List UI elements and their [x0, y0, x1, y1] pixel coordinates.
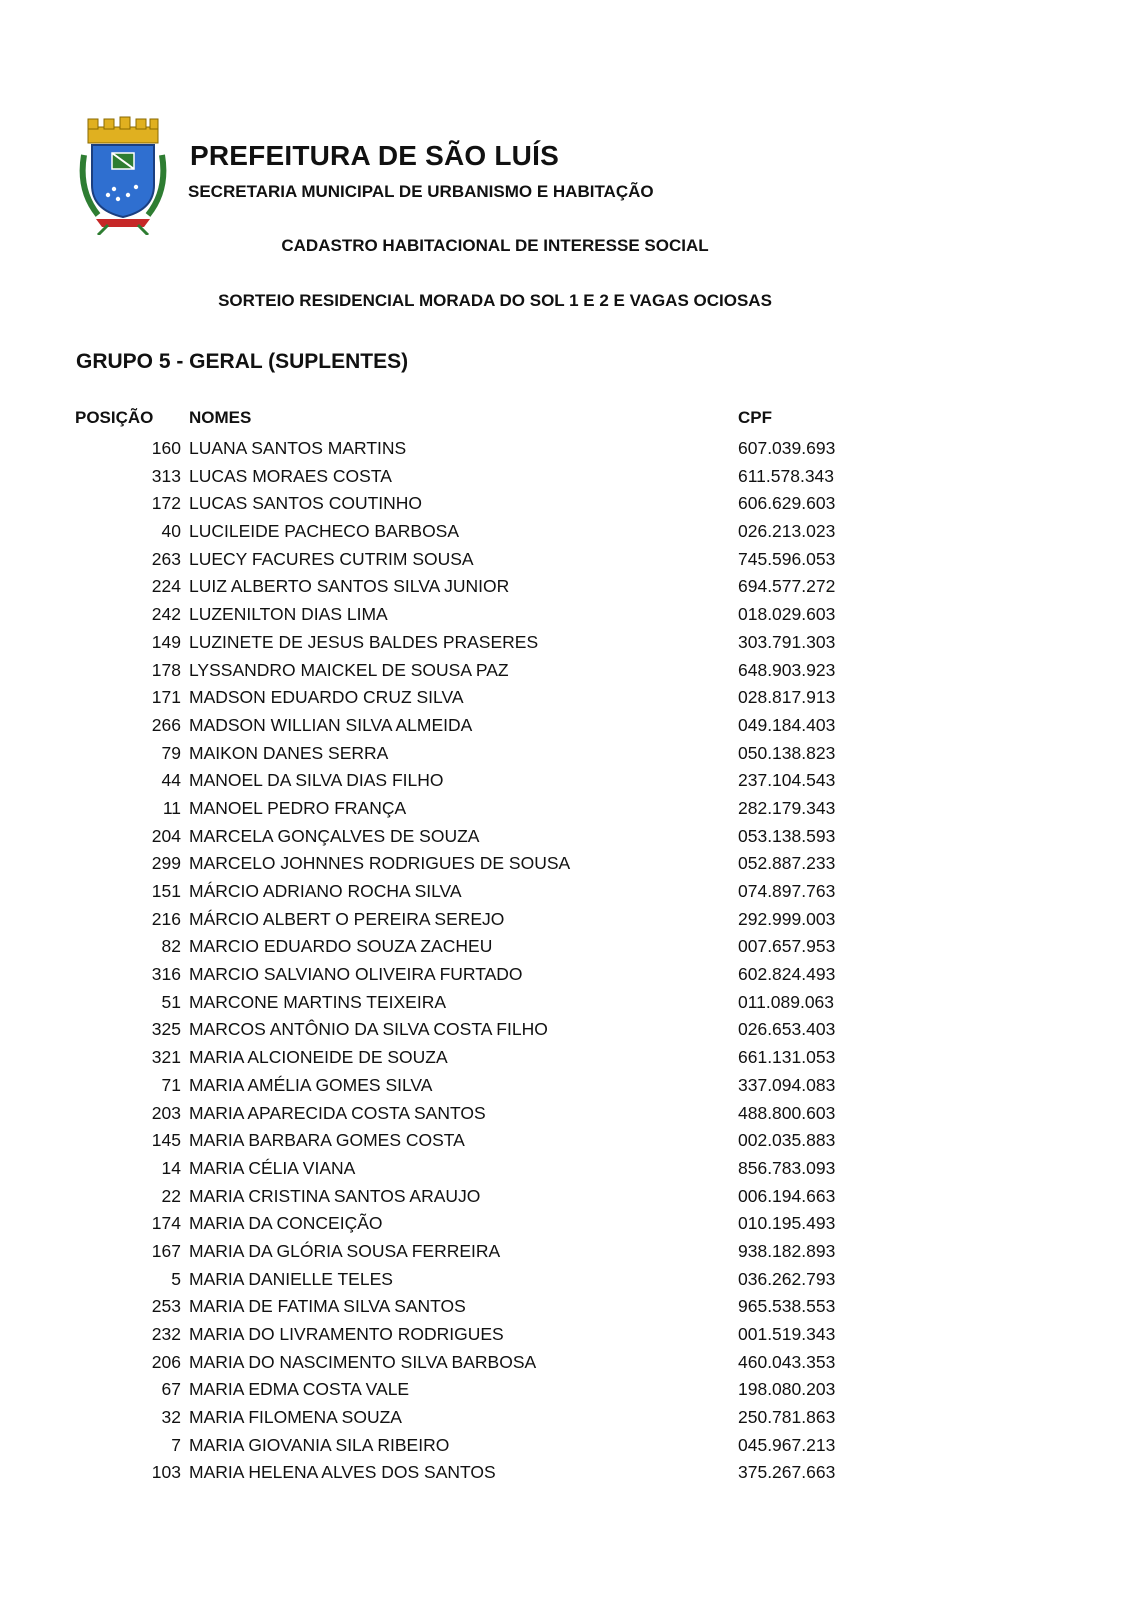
- row-position: 232: [151, 1324, 181, 1344]
- row-position: 178: [151, 659, 181, 680]
- document-title: CADASTRO HABITACIONAL DE INTERESSE SOCIAL: [281, 236, 709, 255]
- row-position: 316: [151, 964, 181, 985]
- row-cpf: 292.999.003: [738, 908, 836, 929]
- row-name: MARIA APARECIDA COSTA SANTOS: [189, 1102, 486, 1123]
- row-cpf: 018.029.603: [738, 604, 836, 625]
- row-position: 299: [151, 853, 181, 874]
- row-cpf: 606.629.603: [738, 493, 836, 514]
- organization-title: PREFEITURA DE SÃO LUÍS: [190, 140, 559, 171]
- row-cpf: 602.824.493: [738, 964, 836, 985]
- row-cpf: 026.653.403: [738, 1019, 836, 1040]
- row-position: 167: [151, 1240, 181, 1261]
- row-name: LUIZ ALBERTO SANTOS SILVA JUNIOR: [189, 576, 510, 597]
- column-header-cpf: CPF: [738, 408, 772, 427]
- row-position: 79: [161, 742, 181, 763]
- row-position: 325: [151, 1019, 181, 1040]
- row-position: 32: [161, 1407, 181, 1428]
- table-row: [0, 1100, 1131, 1128]
- row-name: MAIKON DANES SERRA: [189, 742, 389, 763]
- table-row: [0, 823, 1131, 851]
- table-row: [0, 1238, 1131, 1266]
- row-name: LUCAS MORAES COSTA: [189, 465, 392, 486]
- city-crest-logo: [78, 115, 168, 235]
- row-name: MARCIO EDUARDO SOUZA ZACHEU: [189, 936, 493, 957]
- row-name: MARIA CRISTINA SANTOS ARAUJO: [189, 1185, 481, 1206]
- row-name: MARIA DA CONCEIÇÃO: [189, 1213, 383, 1234]
- row-position: 321: [151, 1047, 181, 1068]
- row-name: MARIA GIOVANIA SILA RIBEIRO: [189, 1434, 450, 1455]
- row-position: 266: [151, 714, 181, 735]
- row-cpf: 694.577.272: [738, 576, 836, 597]
- row-name: MADSON WILLIAN SILVA ALMEIDA: [189, 714, 473, 735]
- row-position: 5: [171, 1268, 181, 1289]
- row-cpf: 250.781.863: [738, 1407, 836, 1428]
- row-position: 11: [162, 797, 181, 818]
- row-position: 149: [151, 631, 181, 652]
- row-name: MARIA DE FATIMA SILVA SANTOS: [189, 1296, 466, 1317]
- row-cpf: 648.903.923: [738, 659, 836, 680]
- row-position: 145: [151, 1130, 181, 1151]
- table-row: [0, 518, 1131, 546]
- row-cpf: 011.089.063: [738, 991, 835, 1012]
- row-position: 204: [151, 825, 181, 846]
- row-position: 171: [151, 687, 181, 708]
- row-position: 67: [161, 1379, 181, 1400]
- table-row: [0, 1349, 1131, 1377]
- table-row: [0, 684, 1131, 712]
- row-position: 174: [151, 1213, 181, 1234]
- row-position: 242: [151, 604, 181, 625]
- row-position: 14: [161, 1157, 181, 1178]
- organization-subtitle: SECRETARIA MUNICIPAL DE URBANISMO E HABITAÇÃO: [188, 182, 654, 201]
- table-row: [0, 490, 1131, 518]
- row-position: 103: [151, 1462, 181, 1483]
- row-cpf: 282.179.343: [738, 797, 836, 818]
- row-name: MARIA FILOMENA SOUZA: [189, 1407, 402, 1428]
- table-row: [0, 740, 1131, 768]
- row-cpf: 036.262.793: [738, 1268, 836, 1289]
- row-cpf: 337.094.083: [738, 1074, 836, 1095]
- row-position: 82: [161, 936, 181, 957]
- table-row: [0, 1072, 1131, 1100]
- row-cpf: 010.195.493: [738, 1213, 836, 1234]
- results-table: [0, 435, 1131, 1487]
- table-row: [0, 546, 1131, 574]
- row-cpf: 460.043.353: [738, 1351, 836, 1372]
- row-cpf: 002.035.883: [738, 1130, 836, 1151]
- table-row: [0, 1210, 1131, 1238]
- row-name: MANOEL PEDRO FRANÇA: [189, 797, 407, 818]
- row-name: MARIA HELENA ALVES DOS SANTOS: [189, 1462, 496, 1483]
- table-row: [0, 1183, 1131, 1211]
- row-position: 172: [151, 493, 181, 514]
- row-position: 40: [161, 521, 181, 542]
- row-name: MÁRCIO ADRIANO ROCHA SILVA: [189, 881, 462, 901]
- row-cpf: 661.131.053: [738, 1047, 836, 1068]
- row-cpf: 607.039.693: [738, 438, 836, 458]
- table-row: [0, 601, 1131, 629]
- row-name: MARCONE MARTINS TEIXEIRA: [189, 991, 447, 1012]
- row-name: MARIA BARBARA GOMES COSTA: [189, 1130, 465, 1151]
- table-row: [0, 850, 1131, 878]
- row-name: LUZENILTON DIAS LIMA: [189, 604, 388, 625]
- row-name: MARCELO JOHNNES RODRIGUES DE SOUSA: [189, 853, 571, 874]
- row-cpf: 006.194.663: [738, 1185, 836, 1206]
- row-position: 44: [161, 770, 181, 791]
- row-cpf: 053.138.593: [738, 825, 836, 846]
- row-cpf: 026.213.023: [738, 521, 836, 542]
- row-name: MARIA AMÉLIA GOMES SILVA: [189, 1074, 433, 1095]
- row-position: 7: [171, 1434, 181, 1455]
- table-row: [0, 1293, 1131, 1321]
- table-row: [0, 463, 1131, 491]
- row-name: MANOEL DA SILVA DIAS FILHO: [189, 770, 444, 791]
- row-cpf: 050.138.823: [738, 742, 836, 763]
- row-cpf: 488.800.603: [738, 1102, 836, 1123]
- table-row: [0, 933, 1131, 961]
- table-row: [0, 878, 1131, 906]
- row-name: MARIA DA GLÓRIA SOUSA FERREIRA: [189, 1240, 501, 1261]
- table-row: [0, 795, 1131, 823]
- row-cpf: 052.887.233: [738, 853, 836, 874]
- row-name: MADSON EDUARDO CRUZ SILVA: [189, 687, 464, 708]
- row-name: MARCIO SALVIANO OLIVEIRA FURTADO: [189, 964, 523, 985]
- table-row: [0, 1432, 1131, 1460]
- table-row: [0, 1044, 1131, 1072]
- table-row: [0, 1404, 1131, 1432]
- row-position: 263: [151, 548, 181, 569]
- table-row: [0, 906, 1131, 934]
- column-header-name: NOMES: [189, 408, 252, 427]
- row-cpf: 028.817.913: [738, 687, 836, 708]
- table-row: [0, 1321, 1131, 1349]
- row-name: MÁRCIO ALBERT O PEREIRA SEREJO: [189, 908, 505, 929]
- table-row: [0, 1155, 1131, 1183]
- table-row: [0, 712, 1131, 740]
- row-cpf: 303.791.303: [738, 631, 836, 652]
- row-name: MARCOS ANTÔNIO DA SILVA COSTA FILHO: [189, 1019, 548, 1040]
- row-cpf: 745.596.053: [738, 548, 836, 569]
- row-name: LUCILEIDE PACHECO BARBOSA: [189, 521, 460, 542]
- table-row: [0, 1266, 1131, 1294]
- row-position: 22: [161, 1185, 181, 1206]
- row-name: MARIA DANIELLE TELES: [189, 1268, 393, 1289]
- row-position: 203: [151, 1102, 181, 1123]
- row-position: 216: [151, 908, 181, 929]
- table-row: [0, 767, 1131, 795]
- row-name: MARIA DO LIVRAMENTO RODRIGUES: [189, 1324, 504, 1344]
- row-cpf: 237.104.543: [738, 770, 836, 791]
- row-position: 206: [151, 1351, 181, 1372]
- table-row: [0, 1376, 1131, 1404]
- row-position: 313: [151, 465, 181, 486]
- table-row: [0, 961, 1131, 989]
- row-position: 253: [151, 1296, 181, 1317]
- table-row: [0, 989, 1131, 1017]
- row-cpf: 856.783.093: [738, 1157, 836, 1178]
- row-name: LUCAS SANTOS COUTINHO: [189, 493, 423, 514]
- row-position: 151: [151, 881, 181, 901]
- table-row: [0, 629, 1131, 657]
- row-cpf: 074.897.763: [738, 881, 836, 901]
- row-name: MARCELA GONÇALVES DE SOUZA: [189, 825, 480, 846]
- row-cpf: 375.267.663: [738, 1462, 836, 1483]
- row-name: LUANA SANTOS MARTINS: [189, 438, 407, 458]
- row-name: LUECY FACURES CUTRIM SOUSA: [189, 548, 474, 569]
- document-subtitle: SORTEIO RESIDENCIAL MORADA DO SOL 1 E 2 E VAGAS OCIOSAS: [218, 291, 772, 310]
- row-name: MARIA DO NASCIMENTO SILVA BARBOSA: [189, 1351, 537, 1372]
- row-position: 51: [161, 991, 181, 1012]
- row-name: MARIA CÉLIA VIANA: [189, 1157, 356, 1178]
- row-cpf: 001.519.343: [738, 1324, 836, 1344]
- row-cpf: 938.182.893: [738, 1240, 836, 1261]
- row-cpf: 007.657.953: [738, 936, 836, 957]
- row-name: MARIA EDMA COSTA VALE: [189, 1379, 410, 1400]
- table-row: [0, 1016, 1131, 1044]
- row-cpf: 049.184.403: [738, 714, 836, 735]
- row-cpf: 965.538.553: [738, 1296, 836, 1317]
- row-position: 224: [151, 576, 181, 597]
- row-position: 160: [151, 438, 181, 458]
- table-row: [0, 1127, 1131, 1155]
- row-cpf: 611.578.343: [738, 465, 835, 486]
- row-cpf: 045.967.213: [738, 1434, 836, 1455]
- table-row: [0, 1459, 1131, 1487]
- row-name: LUZINETE DE JESUS BALDES PRASERES: [189, 631, 539, 652]
- row-cpf: 198.080.203: [738, 1379, 836, 1400]
- row-position: 71: [161, 1074, 181, 1095]
- table-row: [0, 573, 1131, 601]
- row-name: LYSSANDRO MAICKEL DE SOUSA PAZ: [189, 659, 509, 680]
- group-title: GRUPO 5 - GERAL (SUPLENTES): [76, 350, 409, 373]
- table-row: [0, 657, 1131, 685]
- table-row: [0, 435, 1131, 463]
- column-header-position: POSIÇÃO: [75, 408, 154, 427]
- row-name: MARIA ALCIONEIDE DE SOUZA: [189, 1047, 448, 1068]
